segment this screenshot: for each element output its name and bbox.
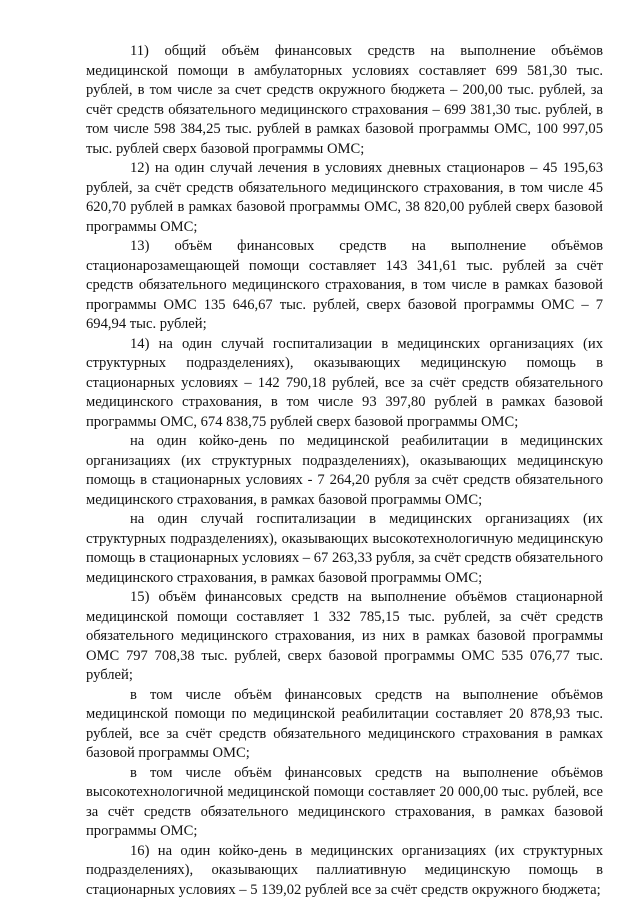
paragraph-12-day-hospital-case: 12) на один случай лечения в условиях дневных стационаров – 45 195,63 рублей, за счёт средств обязательного медицинского страхования, в том числе 45 620,70 рублей в рамках базовой программы ОМС, 38 820,00 рублей сверх базовой программы ОМС; (86, 160, 603, 235)
paragraph-16-palliative-bed-day: 16) на один койко-день в медицинских организациях (их структурных подразделениях), оказывающих паллиативную медицинскую помощь в стационарных условиях – 5 139,02 рублей все за счёт средств окружного бюджета; (86, 842, 603, 898)
document-page (86, 42, 603, 900)
paragraph-high-tech-funding: в том числе объём финансовых средств на выполнение объёмов высокотехнологичной медицинской помощи составляет 20 000,00 тыс. рублей, все за счёт средств обязательного медицинского страхования, в рамках базовой программы ОМС; (86, 764, 603, 839)
paragraph-rehabilitation-bed-day: на один койко-день по медицинской реабилитации в медицинских организациях (их структурных подразделениях), оказывающих медицинскую помощь в стационарных условиях - 7 264,20 рубля за счёт средств обязательного медицинского страхования, в рамках базовой программы ОМС; (86, 433, 603, 508)
paragraph-11-outpatient-funding: 11) общий объём финансовых средств на выполнение объёмов медицинской помощи в амбулаторных условиях составляет 699 581,30 тыс. рублей, в том числе за счет средств окружного бюджета – 200,00 тыс. рублей, за счёт средств обязательного медицинского страхования – 699 381,30 тыс. рублей, в том числе 598 384,25 тыс. рублей в рамках базовой программы ОМС, 100 997,05 тыс. рублей сверх базовой программы ОМС; (86, 43, 603, 157)
paragraph-13-inpatient-substitute-funding: 13) объём финансовых средств на выполнение объёмов стационарозамещающей помощи составляет 143 341,61 тыс. рублей за счёт средств обязательного медицинского страхования, в том числе в рамках базовой программы ОМС 135 646,67 тыс. рублей, сверх базовой программы ОМС – 7 694,94 тыс. рублей; (86, 238, 603, 332)
paragraph-high-tech-hospitalization: на один случай госпитализации в медицинских организациях (их структурных подразделениях), оказывающих высокотехнологичную медицинскую помощь в стационарных условиях – 67 263,33 рубля, за счёт средств обязательного медицинского страхования, в рамках базовой программы ОМС; (86, 511, 603, 586)
paragraph-14-hospitalization-case: 14) на один случай госпитализации в медицинских организациях (их структурных подразделениях), оказывающих медицинскую помощь в стационарных условиях – 142 790,18 рублей, все за счёт средств обязательного медицинского страхования, в том числе 93 397,80 рублей в рамках базовой программы ОМС, 674 838,75 рублей сверх базовой программы ОМС; (86, 335, 603, 430)
paragraph-rehabilitation-funding: в том числе объём финансовых средств на выполнение объёмов медицинской помощи по медицинской реабилитации составляет 20 878,93 тыс. рублей, все за счёт средств обязательного медицинского страхования в рамках базовой программы ОМС; (86, 686, 603, 761)
paragraph-15-inpatient-funding: 15) объём финансовых средств на выполнение объёмов стационарной медицинской помощи составляет 1 332 785,15 тыс. рублей, за счёт средств обязательного медицинского страхования, из них в рамках базовой программы ОМС 797 708,38 тыс. рублей, сверх базовой программы ОМС 535 076,77 тыс. рублей; (86, 589, 603, 683)
